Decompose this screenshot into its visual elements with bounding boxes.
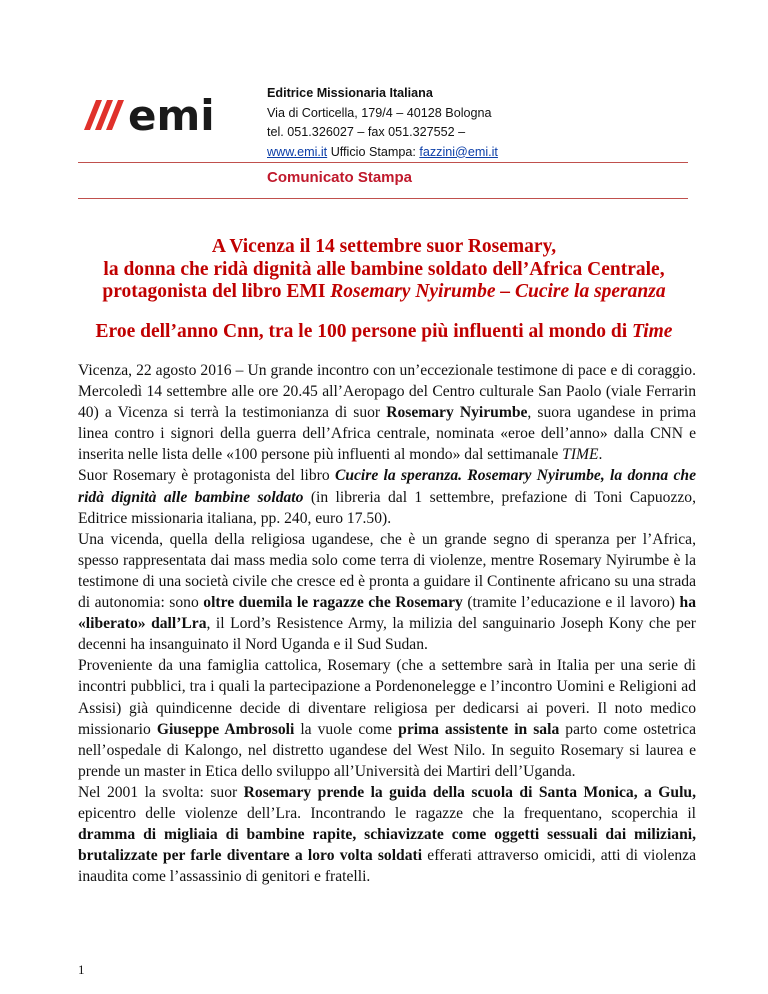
- headline: [60, 236, 708, 304]
- press-office-label: Ufficio Stampa:: [330, 144, 416, 159]
- svg-text:emi: emi: [128, 91, 215, 140]
- publisher-links: [267, 143, 498, 163]
- header-divider-top: [78, 162, 688, 163]
- paragraph-4: Proveniente da una famiglia cattolica, Rosemary (che a settembre sarà in Italia per una serie di incontri pubblici, tra i quali la partecipazione a Pordenonelegge e l’incontro Uomini e Religioni ad Assisi) già quindicenne decide di diventare religiosa per dedicarsi ai poveri. Il noto medico missionario Giuseppe Ambrosoli la vuole come prima assistente in sala parto come ostetrica nell’ospedale di Kalongo, nel distretto ugandese del West Nilo. In seguito Rosemary si laurea e prende un master in Etica dello sviluppo all’Università dei Martiri dell’Uganda.: [78, 657, 697, 780]
- paragraph-3: Una vicenda, quella della religiosa ugandese, che è un grande segno di speranza per l’Africa, spesso rappresentata dai mass media solo come terra di violenze, mentre Rosemary Nyirumbe è la testimone di una società civile che cresce ed è pronta a guidare il Continente africano su una strada di autonomia: sono oltre duemila le ragazze che Rosemary (tramite l’educazione e il lavoro) ha «liberato» dall’Lra, il Lord’s Resistence Army, la milizia del sanguinario Joseph Kony che per decenni ha insanguinato il Nord Uganda e il Sud Sudan.: [78, 530, 696, 654]
- paragraph-5: Nel 2001 la svolta: suor Rosemary prende la guida della scuola di Santa Monica, a Gulu, epicentro delle violenze dell’Lra. Incontrando le ragazze che la frequentano, scoperchia il dramma di migliaia di bambine rapite, schiavizzate come oggetti sessuali dai miliziani, brutalizzate per farle diventare a loro volta soldati efferati attraverso omicidi, atti di violenza inaudita come l’assassinio di genitori e fratelli.: [78, 783, 697, 886]
- page-number: 1: [78, 962, 85, 977]
- publisher-address: Via di Corticella, 179/4 – 40128 Bologna: [267, 105, 492, 120]
- magazine-name: Time: [632, 321, 673, 342]
- book-title: Rosemary Nyirumbe – Cucire la speranza: [330, 281, 666, 302]
- paragraph-1: Vicenza, 22 agosto 2016 – Un grande incontro con un’eccezionale testimone di pace e di coraggio. Mercoledì 14 settembre alle ore 20.45 all’Aeropago del Centro culturale San Paolo (viale Ferrarin 40) a Vicenza si terrà la testimonianza di suor Rosemary Nyirumbe, suora ugandese in prima linea contro i signori della guerra dell’Africa centrale, nominata «eroe dell’anno» dalla CNN e inserita nelle lista delle «100 persone più influenti al mondo» dal settimanale TIME.: [78, 362, 696, 464]
- publisher-contact: [267, 84, 498, 162]
- headline-line-1: A Vicenza il 14 settembre suor Rosemary,: [211, 236, 557, 257]
- email-link[interactable]: fazzini@emi.it: [419, 144, 498, 159]
- headline-line-3: protagonista del libro EMI Rosemary Nyirumbe – Cucire la speranza: [102, 281, 666, 302]
- subheadline: Eroe dell’anno Cnn, tra le 100 persone più influenti al mondo di Time: [95, 321, 673, 342]
- paragraph-2: Suor Rosemary è protagonista del libro Cucire la speranza. Rosemary Nyirumbe, la donna che ridà dignità alle bambine soldato (in libreria dal 1 settembre, prefazione di Toni Capuozzo, Editrice missionaria italiana, pp. 240, euro 17.50).: [78, 467, 697, 527]
- article-body: [78, 360, 696, 887]
- publisher-name: Editrice Missionaria Italiana: [267, 86, 433, 100]
- emi-logo: [78, 86, 244, 140]
- press-release-label: Comunicato Stampa: [267, 169, 413, 186]
- publisher-phone: tel. 051.326027 – fax 051.327552 –: [267, 125, 466, 139]
- headline-line-2: la donna che ridà dignità alle bambine soldato dell’Africa Centrale,: [103, 258, 665, 280]
- header-divider-bottom: [78, 198, 688, 199]
- website-link[interactable]: www.emi.it: [267, 144, 328, 159]
